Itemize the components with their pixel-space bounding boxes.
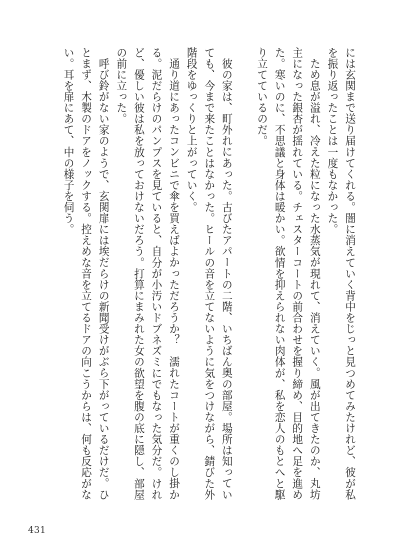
paragraph: 通り道にあったコンビニで傘を買えばよかっただろうか？ 濡れたコートが重くのし掛かる。泥だらけのパンプスを見ていると、自分が小汚いドブネズミにでもなった気分だ。けれど、優しい彼は私を放っておけないだろう。打算にまみれた女の欲望を腹の底に隠し、部屋の前に立った。	[115, 47, 181, 501]
paragraph: 彼の家は、町外れにあった。古びたアパートの二階、いちばん奥の部屋。場所は知っていても、今まで来たことはなかった。ヒールの音を立てないように気をつけながら、錆びた外階段をゆっくりと上がっていく。	[185, 47, 233, 501]
page-number: 431	[28, 526, 47, 536]
section-break	[235, 47, 253, 502]
paragraph: には玄関まで送り届けてくれる。闇に消えていく背中をじっと見つめてみたけれど、彼が私を振り返ったことは一度もなかった。	[326, 47, 356, 501]
paragraph: 呼び鈴がない家のようで、玄関扉には埃だらけの新聞受けがぶら下がっているだけだ。ひとまず、木製のドアをノックする。控えめな音を立てるドアの向こうからは、何も反応がない。耳を扉にあて、中の様子を伺う。	[62, 47, 110, 501]
vertical-text-body	[42, 47, 358, 502]
paragraph: ため息が溢れ、冷えた粒になった水蒸気が現れて、消えていく。風が出てきたのか、丸坊主になった銀杏が揺れている。チェスターコートの前合わせを握り締め、目的地へ足を進めた。寒いのに、不思議と身体は暖かい。欲情を抑えられない肉体が、私を恋人のもとへと駆り立てているのだ。	[256, 47, 321, 501]
